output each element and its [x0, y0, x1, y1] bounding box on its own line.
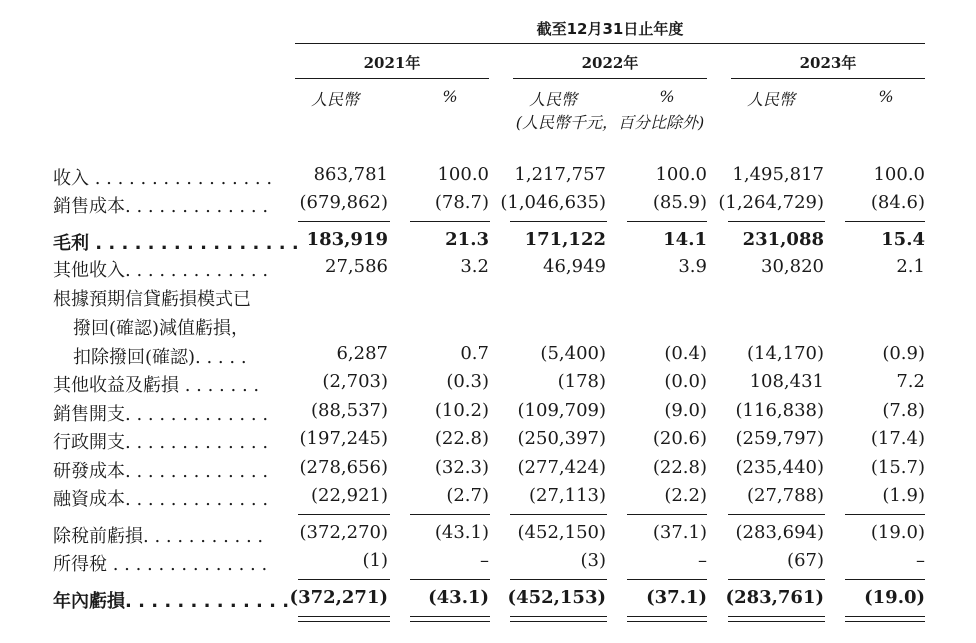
- cell-lbt-2022-rmb: (452,150): [517, 522, 606, 543]
- row-label-finance-costs: 融資成本. . . . . . . . . . . . .: [53, 489, 269, 510]
- cell-loss-2021-pct: (43.1): [428, 587, 489, 608]
- subtotal-rule: [627, 221, 707, 222]
- cell-ecl-2022-pct: (0.4): [664, 343, 707, 364]
- cell-ecl-2021-rmb: 6,287: [336, 343, 388, 364]
- cell-rd-2023-pct: (15.7): [870, 457, 925, 478]
- year-rule-2022: [513, 78, 707, 79]
- cell-revenue-2021-pct: 100.0: [437, 164, 489, 185]
- subtotal-rule: [627, 579, 707, 580]
- cell-se-2021-pct: (10.2): [434, 400, 489, 421]
- cell-ae-2022-rmb: (250,397): [517, 428, 606, 449]
- cell-lbt-2023-rmb: (283,694): [735, 522, 824, 543]
- subtotal-rule: [845, 514, 925, 515]
- cell-fc-2023-rmb: (27,788): [746, 485, 824, 506]
- total-double-rule: [845, 616, 925, 622]
- subtotal-rule: [845, 579, 925, 580]
- cell-loss-2022-pct: (37.1): [646, 587, 707, 608]
- subtotal-rule: [410, 514, 490, 515]
- subtotal-rule: [728, 514, 825, 515]
- year-2021: 2021年: [363, 54, 421, 72]
- row-label-other-gains: 其他收益及虧損 . . . . . . .: [53, 375, 260, 396]
- cell-tax-2021-pct: –: [480, 550, 489, 571]
- total-double-rule: [298, 616, 390, 622]
- row-label-gross-profit: 毛利 . . . . . . . . . . . . . . . .: [53, 233, 299, 254]
- cell-tax-2023-pct: –: [916, 550, 925, 571]
- cell-ecl-2023-rmb: (14,170): [746, 343, 824, 364]
- subtotal-rule: [410, 221, 490, 222]
- cell-ae-2021-pct: (22.8): [434, 428, 489, 449]
- cell-oi-2021-rmb: 27,586: [325, 256, 388, 277]
- cell-tax-2021-rmb: (1): [362, 550, 388, 571]
- cell-gp-2021-rmb: 183,919: [306, 229, 388, 250]
- subtotal-rule: [510, 514, 607, 515]
- row-label-loss-before-tax: 除稅前虧損. . . . . . . . . . .: [53, 526, 264, 547]
- unit-pct-2023: %: [878, 87, 894, 106]
- row-label-rnd-costs: 研發成本. . . . . . . . . . . . .: [53, 461, 269, 482]
- cell-se-2022-pct: (9.0): [664, 400, 707, 421]
- total-double-rule: [510, 616, 607, 622]
- subtotal-rule: [728, 221, 825, 222]
- unit-rmb-2022: 人民幣: [528, 90, 577, 109]
- cell-oi-2022-rmb: 46,949: [543, 256, 606, 277]
- cell-lbt-2021-rmb: (372,270): [299, 522, 388, 543]
- cell-cos-2021-pct: (78.7): [434, 192, 489, 213]
- cell-oi-2022-pct: 3.9: [678, 256, 707, 277]
- cell-cos-2023-rmb: (1,264,729): [718, 192, 824, 213]
- cell-ae-2023-rmb: (259,797): [735, 428, 824, 449]
- cell-gp-2022-pct: 14.1: [663, 229, 707, 250]
- cell-fc-2023-pct: (1.9): [882, 485, 925, 506]
- year-2022: 2022年: [581, 54, 639, 72]
- row-label-ecl-line-3: 扣除撥回(確認). . . . .: [73, 347, 247, 368]
- cell-cos-2021-rmb: (679,862): [299, 192, 388, 213]
- cell-rd-2021-pct: (32.3): [434, 457, 489, 478]
- cell-rd-2021-rmb: (278,656): [299, 457, 388, 478]
- row-label-income-tax: 所得稅 . . . . . . . . . . . . . .: [53, 554, 268, 575]
- year-rule-2023: [731, 78, 925, 79]
- cell-og-2022-rmb: (178): [557, 371, 606, 392]
- cell-loss-2021-rmb: (372,271): [289, 587, 388, 608]
- cell-revenue-2022-pct: 100.0: [655, 164, 707, 185]
- year-rule-2021: [295, 78, 489, 79]
- total-double-rule: [728, 616, 825, 622]
- cell-ecl-2021-pct: 0.7: [460, 343, 489, 364]
- unit-rmb-2021: 人民幣: [310, 90, 359, 109]
- cell-revenue-2023-pct: 100.0: [873, 164, 925, 185]
- subtotal-rule: [510, 221, 607, 222]
- unit-note: (人民幣千元，百分比除外): [515, 113, 705, 132]
- cell-se-2023-rmb: (116,838): [735, 400, 824, 421]
- cell-gp-2022-rmb: 171,122: [524, 229, 606, 250]
- cell-tax-2023-rmb: (67): [787, 550, 824, 571]
- cell-rd-2023-rmb: (235,440): [735, 457, 824, 478]
- cell-loss-2022-rmb: (452,153): [507, 587, 606, 608]
- cell-revenue-2022-rmb: 1,217,757: [514, 164, 606, 185]
- cell-ae-2022-pct: (20.6): [652, 428, 707, 449]
- unit-pct-2021: %: [442, 87, 458, 106]
- subtotal-rule: [298, 514, 390, 515]
- cell-se-2023-pct: (7.8): [882, 400, 925, 421]
- cell-og-2021-pct: (0.3): [446, 371, 489, 392]
- cell-gp-2021-pct: 21.3: [445, 229, 489, 250]
- subtotal-rule: [627, 514, 707, 515]
- cell-revenue-2023-rmb: 1,495,817: [732, 164, 824, 185]
- subtotal-rule: [298, 221, 390, 222]
- period-header: 截至12月31日止年度: [536, 20, 684, 38]
- cell-og-2023-pct: 7.2: [896, 371, 925, 392]
- cell-tax-2022-rmb: (3): [580, 550, 606, 571]
- cell-og-2021-rmb: (2,703): [322, 371, 388, 392]
- cell-cos-2022-pct: (85.9): [652, 192, 707, 213]
- row-label-cost-of-sales: 銷售成本. . . . . . . . . . . . .: [53, 196, 269, 217]
- cell-oi-2023-pct: 2.1: [896, 256, 925, 277]
- row-label-ecl-line-1: 根據預期信貸虧損模式已: [53, 289, 251, 310]
- cell-rd-2022-rmb: (277,424): [517, 457, 606, 478]
- total-double-rule: [627, 616, 707, 622]
- cell-fc-2021-rmb: (22,921): [310, 485, 388, 506]
- cell-gp-2023-pct: 15.4: [881, 229, 925, 250]
- cell-tax-2022-pct: –: [698, 550, 707, 571]
- cell-fc-2022-pct: (2.2): [664, 485, 707, 506]
- row-label-loss-for-year: 年內虧損. . . . . . . . . . . . .: [53, 591, 290, 612]
- cell-ae-2023-pct: (17.4): [870, 428, 925, 449]
- cell-rd-2022-pct: (22.8): [652, 457, 707, 478]
- cell-og-2022-pct: (0.0): [664, 371, 707, 392]
- cell-lbt-2022-pct: (37.1): [652, 522, 707, 543]
- subtotal-rule: [410, 579, 490, 580]
- cell-se-2022-rmb: (109,709): [517, 400, 606, 421]
- cell-loss-2023-pct: (19.0): [864, 587, 925, 608]
- cell-cos-2023-pct: (84.6): [870, 192, 925, 213]
- cell-revenue-2021-rmb: 863,781: [313, 164, 388, 185]
- cell-og-2023-rmb: 108,431: [749, 371, 824, 392]
- cell-ae-2021-rmb: (197,245): [299, 428, 388, 449]
- cell-lbt-2021-pct: (43.1): [434, 522, 489, 543]
- cell-loss-2023-rmb: (283,761): [725, 587, 824, 608]
- cell-cos-2022-rmb: (1,046,635): [500, 192, 606, 213]
- cell-lbt-2023-pct: (19.0): [870, 522, 925, 543]
- subtotal-rule: [728, 579, 825, 580]
- year-2023: 2023年: [799, 54, 857, 72]
- total-double-rule: [410, 616, 490, 622]
- cell-oi-2023-rmb: 30,820: [761, 256, 824, 277]
- subtotal-rule: [298, 579, 390, 580]
- unit-pct-2022: %: [659, 87, 675, 106]
- cell-fc-2022-rmb: (27,113): [528, 485, 606, 506]
- cell-fc-2021-pct: (2.7): [446, 485, 489, 506]
- unit-rmb-2023: 人民幣: [746, 90, 795, 109]
- subtotal-rule: [510, 579, 607, 580]
- row-label-admin-expenses: 行政開支. . . . . . . . . . . . .: [53, 432, 269, 453]
- header-rule: [295, 43, 925, 44]
- row-label-ecl-line-2: 撥回(確認)減值虧損，: [73, 318, 250, 339]
- row-label-selling-expenses: 銷售開支. . . . . . . . . . . . .: [53, 404, 269, 425]
- cell-oi-2021-pct: 3.2: [460, 256, 489, 277]
- row-label-other-income: 其他收入. . . . . . . . . . . . .: [53, 260, 269, 281]
- cell-ecl-2023-pct: (0.9): [882, 343, 925, 364]
- cell-ecl-2022-rmb: (5,400): [540, 343, 606, 364]
- row-label-revenue: 收入 . . . . . . . . . . . . . . . .: [53, 168, 273, 189]
- cell-gp-2023-rmb: 231,088: [742, 229, 824, 250]
- subtotal-rule: [845, 221, 925, 222]
- cell-se-2021-rmb: (88,537): [310, 400, 388, 421]
